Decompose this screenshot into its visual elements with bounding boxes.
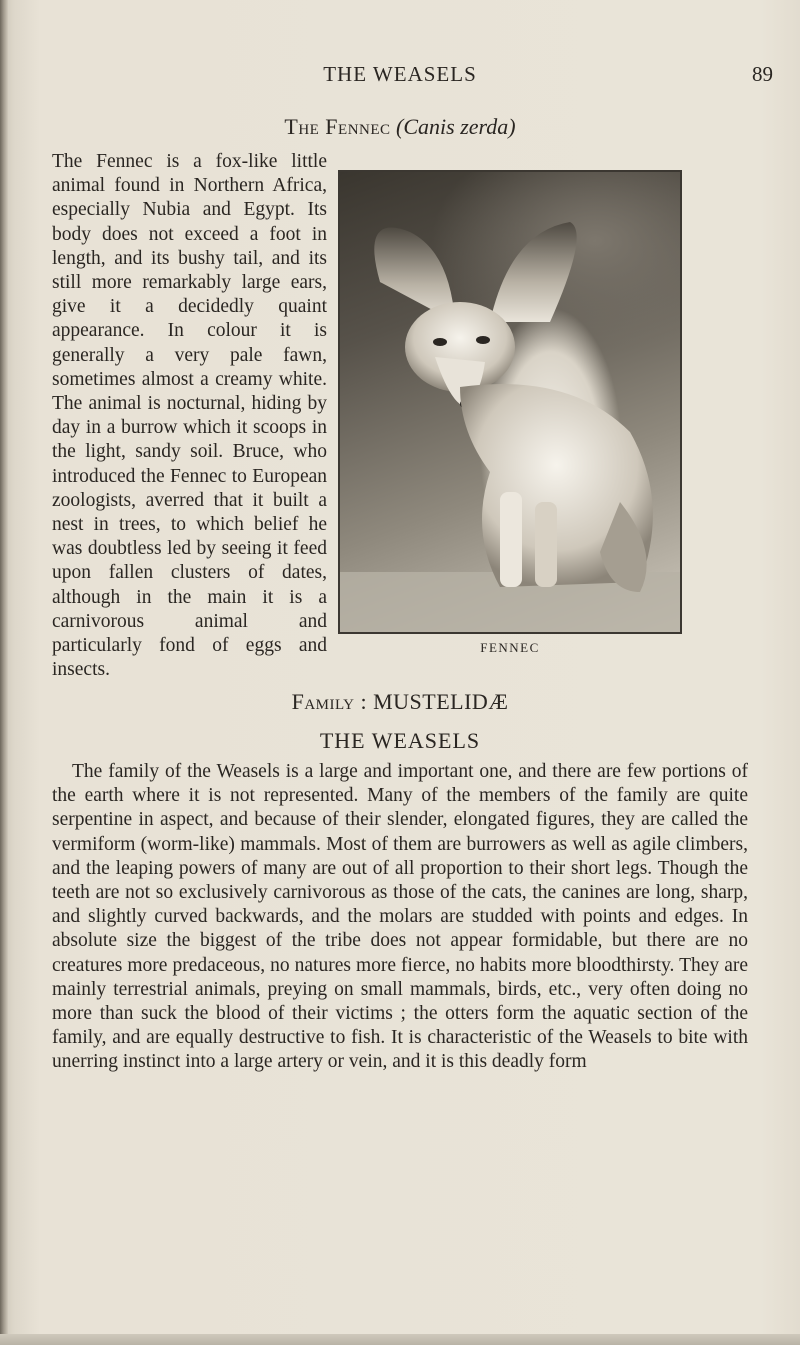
fennec-illustration	[340, 172, 680, 632]
weasels-paragraph: The family of the Weasels is a large and important one, and there are few portions of the earth where it is not represented. Many of the members of the family are quite serpentine in aspect, and because of their slender, elongated figures, they are called the vermiform (worm-like) mammals. Most of them are burrowers as well as agile climbers, and the leaping powers of many are out of all proportion to their short legs. Though the teeth are not so exclusively carnivorous as those of the cats, the canines are long, sharp, and slightly curved backwards, and the molars are studded with points and edges. In absolute size the biggest of the tribe does not appear formidable, but there are no creatures more predaceous, no natures more fierce, no habits more bloodthirsty. They are mainly terrestrial animals, preying on small mammals, birds, etc., very often doing no more than suck the blood of their victims ; the otters form the aquatic section of the family, and are equally destructive to fish. It is characteristic of the Weasels to bite with unerring instinct into a large artery or vein, and it is this deadly form	[52, 761, 748, 1073]
fennec-paragraph: The Fennec is a fox-like little animal found in Northern Africa, especially Nubia and Egypt. Its body does not exceed a foot in length, and its bushy tail, and its still more remarkably large ears, give it a decidedly quaint appearance. In colour it is generally a very pale fawn, sometimes almost a creamy white. The animal is nocturnal, hiding by day in a burrow which it scoops in the light, sandy soil. Bruce, who introduced the Fennec to European zoologists, averred that it built a nest in trees, to which belief he was doubtless led by seeing it feed upon fallen clusters of dates, although in the main it is a carnivorous animal and particularly fond of eggs and insects.	[52, 151, 327, 681]
fennec-section-title	[190, 114, 610, 140]
book-spine-shadow	[0, 0, 8, 1345]
family-name: MUSTELIDÆ	[373, 689, 509, 714]
chapter-title: THE WEASELS	[319, 728, 481, 753]
page-bottom-edge	[0, 1334, 800, 1345]
figure-caption: FENNEC	[480, 640, 540, 655]
family-heading	[52, 689, 748, 715]
fennec-title-latin: (Canis zerda)	[396, 114, 516, 139]
family-label: Family :	[291, 689, 368, 714]
fennec-title-name: The Fennec	[284, 114, 391, 139]
running-head: THE WEASELS	[323, 62, 477, 86]
page-number: 89	[752, 62, 773, 86]
fennec-photograph	[338, 170, 682, 634]
